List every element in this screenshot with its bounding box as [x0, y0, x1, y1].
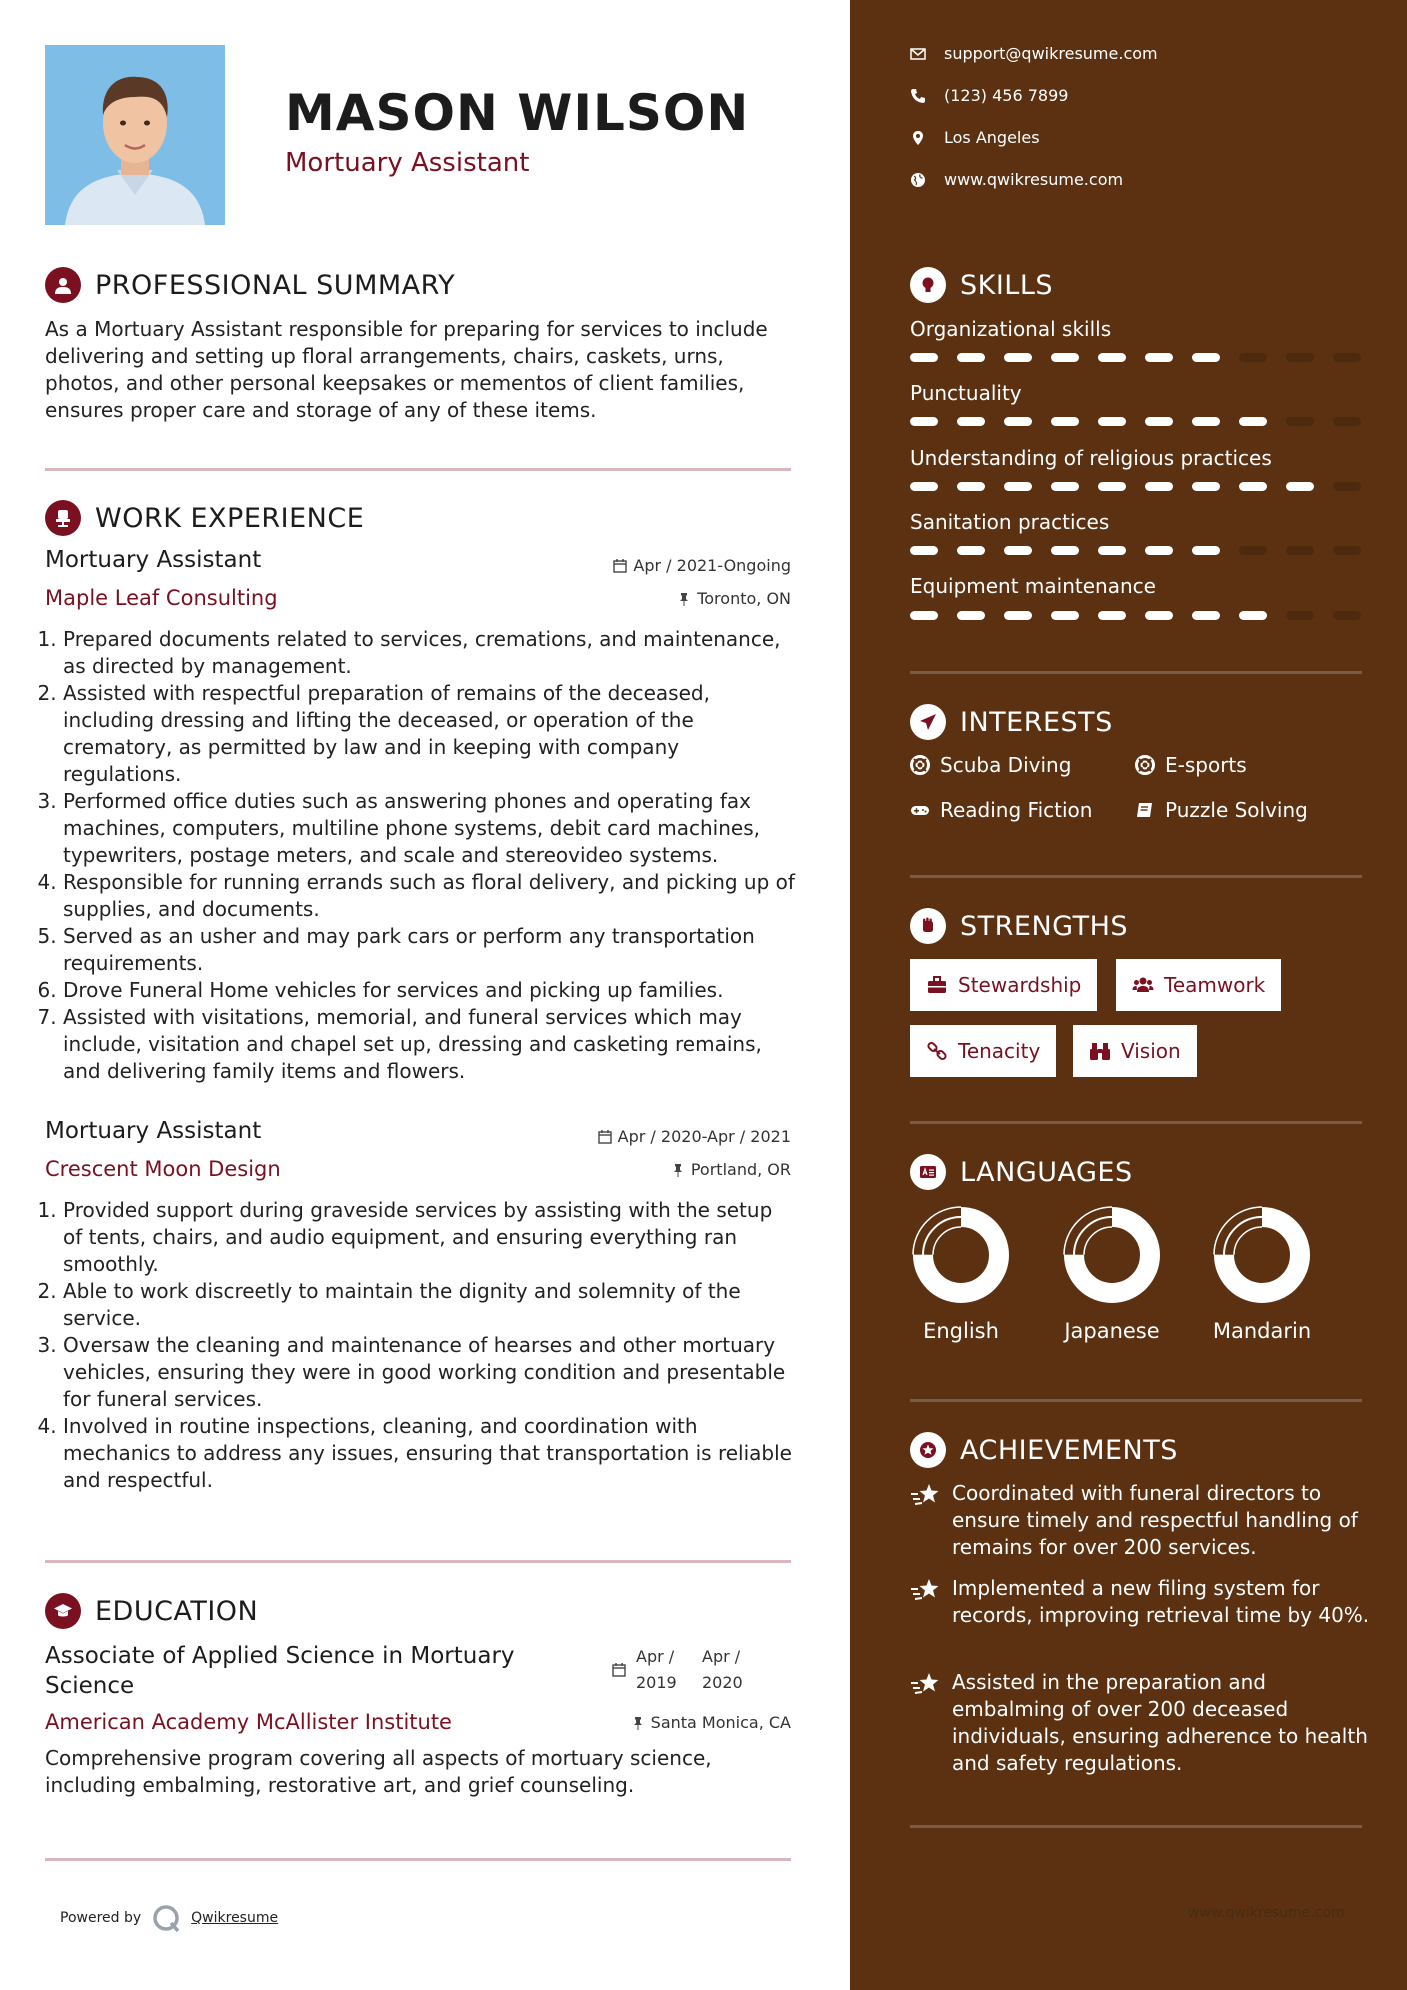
experience-heading: WORK EXPERIENCE — [45, 500, 364, 536]
skill-name: Understanding of religious practices — [910, 446, 1272, 470]
language-level-ring — [911, 1205, 1011, 1305]
qwikresume-link[interactable]: Qwikresume — [191, 1910, 279, 1926]
skill-level-bar — [910, 546, 1361, 555]
job-dates: Apr / 2021-Ongoing — [613, 556, 791, 575]
candidate-title: Mortuary Assistant — [285, 148, 530, 178]
achievements-heading: ACHIEVEMENTS — [910, 1432, 1178, 1468]
divider — [45, 468, 791, 471]
skill-dash — [1098, 417, 1126, 426]
skill-dash — [1286, 546, 1314, 555]
skill-dash — [1286, 611, 1314, 620]
skill-dash — [1051, 611, 1079, 620]
skill-level-bar — [910, 353, 1361, 362]
sidebar — [850, 0, 1407, 1990]
strength-chip: Stewardship — [910, 959, 1097, 1011]
candidate-name: MASON WILSON — [285, 84, 750, 142]
life-ring-icon — [1135, 755, 1155, 775]
job-role: Mortuary Assistant — [45, 547, 262, 573]
skill-dash — [1004, 611, 1032, 620]
strength-chip: Vision — [1073, 1025, 1197, 1077]
contact-email: support@qwikresume.com — [910, 44, 1158, 63]
skill-dash — [1333, 611, 1361, 620]
skill-dash — [1051, 353, 1079, 362]
life-ring-icon — [910, 755, 930, 775]
job-role: Mortuary Assistant — [45, 1118, 262, 1144]
skill-dash — [1333, 417, 1361, 426]
gamepad-icon — [910, 800, 930, 820]
education-location: Santa Monica, CA — [631, 1713, 791, 1732]
skill-dash — [1004, 482, 1032, 491]
skill-dash — [1286, 417, 1314, 426]
skill-dash — [1145, 546, 1173, 555]
users-icon — [1132, 974, 1154, 996]
language-level-ring — [1212, 1205, 1312, 1305]
graduation-cap-icon — [45, 1593, 81, 1629]
skill-dash — [1098, 546, 1126, 555]
job-duties — [45, 1197, 795, 1494]
skill-dash — [957, 417, 985, 426]
job-company: Maple Leaf Consulting — [45, 586, 278, 610]
list-item: 5. Served as an usher and may park cars or perform any transportation requirements. — [63, 923, 795, 977]
skill-dash — [1098, 353, 1126, 362]
school: American Academy McAllister Institute — [45, 1710, 452, 1734]
skill-dash — [910, 417, 938, 426]
skill-dash — [1004, 417, 1032, 426]
skill-dash — [910, 546, 938, 555]
skill-dash — [957, 546, 985, 555]
footer-url: www.qwikresume.com — [1188, 1905, 1345, 1921]
skill-level-bar — [910, 482, 1361, 491]
list-item: 2. Able to work discreetly to maintain the dignity and solemnity of the service. — [63, 1278, 795, 1332]
skill-dash — [1333, 353, 1361, 362]
skill-dash — [1239, 546, 1267, 555]
list-item: 3. Performed office duties such as answering phones and operating fax machines, computers, multiline phone systems, debit card machines, typewriters, postage meters, and scale and stereovideo systems. — [63, 788, 795, 869]
achievement-item: Implemented a new filing system for records, improving retrieval time by 40%. — [910, 1575, 1370, 1629]
skill-dash — [1239, 611, 1267, 620]
list-item: 2. Assisted with respectful preparation of remains of the deceased, including dressing and lifting the deceased, or operation of the crematory, as permitted by law and in keeping with company regulations. — [63, 680, 795, 788]
job-dates: Apr / 2020-Apr / 2021 — [598, 1127, 791, 1146]
contact-phone: (123) 456 7899 — [910, 86, 1068, 105]
pin-icon — [671, 1163, 685, 1177]
skill-dash — [1286, 482, 1314, 491]
paper-plane-icon — [910, 704, 946, 740]
phone-icon — [910, 88, 926, 104]
fist-icon — [910, 908, 946, 944]
link-icon — [926, 1040, 948, 1062]
divider — [45, 1560, 791, 1563]
interest-item: Reading Fiction — [910, 798, 1092, 822]
calendar-icon — [613, 559, 627, 573]
book-icon — [1135, 800, 1155, 820]
skill-dash — [1051, 546, 1079, 555]
divider — [45, 1858, 791, 1861]
chair-icon — [45, 500, 81, 536]
pin-icon — [677, 592, 691, 606]
skill-name: Organizational skills — [910, 317, 1112, 341]
skill-dash — [1051, 417, 1079, 426]
language-level-ring — [1062, 1205, 1162, 1305]
shooting-star-icon — [910, 1482, 940, 1508]
star-badge-icon — [910, 1432, 946, 1468]
education-heading: EDUCATION — [45, 1593, 258, 1629]
briefcase-icon — [926, 974, 948, 996]
shooting-star-icon — [910, 1577, 940, 1603]
job-location: Portland, OR — [671, 1160, 791, 1179]
strengths-heading: STRENGTHS — [910, 908, 1128, 944]
skill-dash — [1286, 353, 1314, 362]
job-company: Crescent Moon Design — [45, 1157, 281, 1181]
skill-dash — [1239, 482, 1267, 491]
language-item: Mandarin — [1197, 1205, 1327, 1343]
skill-name: Equipment maintenance — [910, 574, 1156, 598]
skill-dash — [1098, 611, 1126, 620]
list-item: 4. Responsible for running errands such as floral delivery, and picking up of supplies, and documents. — [63, 869, 795, 923]
skill-dash — [1145, 611, 1173, 620]
language-item: English — [896, 1205, 1026, 1343]
lightbulb-icon — [910, 267, 946, 303]
skill-dash — [1004, 353, 1032, 362]
skill-dash — [1239, 417, 1267, 426]
list-item: 3. Oversaw the cleaning and maintenance of hearses and other mortuary vehicles, ensuring they were in good working condition and presentable for funeral services. — [63, 1332, 795, 1413]
skill-dash — [1145, 417, 1173, 426]
skill-dash — [1004, 546, 1032, 555]
skill-dash — [1192, 353, 1220, 362]
binoculars-icon — [1089, 1040, 1111, 1062]
skill-dash — [1098, 482, 1126, 491]
interests-heading: INTERESTS — [910, 704, 1113, 740]
skill-dash — [1239, 353, 1267, 362]
skill-dash — [1192, 546, 1220, 555]
skill-dash — [957, 353, 985, 362]
divider — [910, 1825, 1362, 1828]
skill-level-bar — [910, 417, 1361, 426]
divider — [910, 1121, 1362, 1124]
achievement-item: Coordinated with funeral directors to ensure timely and respectful handling of remains for over 200 services. — [910, 1480, 1370, 1561]
list-item: 1. Provided support during graveside services by assisting with the setup of tents, chairs, and audio equipment, and ensuring everything ran smoothly. — [63, 1197, 795, 1278]
envelope-icon — [910, 46, 926, 62]
education-dates: Apr / 2019 Apr / 2020 — [612, 1644, 758, 1696]
job-duties — [45, 626, 795, 1085]
strength-chip: Tenacity — [910, 1025, 1056, 1077]
skill-dash — [957, 611, 985, 620]
skill-dash — [910, 353, 938, 362]
powered-by: Powered by Qwikresume — [60, 1903, 278, 1933]
pin-icon — [631, 1716, 645, 1730]
skill-dash — [1333, 482, 1361, 491]
language-item: Japanese — [1047, 1205, 1177, 1343]
skill-name: Punctuality — [910, 381, 1022, 405]
qwikresume-logo-icon — [151, 1903, 181, 1933]
skill-dash — [1145, 353, 1173, 362]
divider — [910, 875, 1362, 878]
skill-dash — [1192, 482, 1220, 491]
interest-item: Puzzle Solving — [1135, 798, 1308, 822]
skill-dash — [1333, 546, 1361, 555]
map-marker-icon — [910, 130, 926, 146]
job-location: Toronto, ON — [677, 589, 791, 608]
profile-photo — [45, 45, 225, 225]
divider — [910, 1399, 1362, 1402]
interest-item: E-sports — [1135, 753, 1247, 777]
education-description: Comprehensive program covering all aspects of mortuary science, including embalming, restorative art, and grief counseling. — [45, 1746, 712, 1797]
skill-dash — [957, 482, 985, 491]
skill-dash — [1145, 482, 1173, 491]
language-icon — [910, 1154, 946, 1190]
user-icon — [45, 267, 81, 303]
summary-text: As a Mortuary Assistant responsible for preparing for services to include delivering and setting up floral arrangements, chairs, caskets, urns, photos, and other personal keepsakes or mementos of client families, ensures proper care and storage of any of these items. — [45, 317, 768, 422]
skill-dash — [1051, 482, 1079, 491]
divider — [910, 671, 1362, 674]
strength-chip: Teamwork — [1116, 959, 1281, 1011]
skill-dash — [910, 482, 938, 491]
shooting-star-icon — [910, 1671, 940, 1697]
skill-level-bar — [910, 611, 1361, 620]
calendar-icon — [598, 1130, 612, 1144]
skills-heading: SKILLS — [910, 267, 1053, 303]
contact-website: www.qwikresume.com — [910, 170, 1123, 189]
skill-dash — [910, 611, 938, 620]
degree: Associate of Applied Science in Mortuary Science — [45, 1643, 515, 1699]
languages-heading: LANGUAGES — [910, 1154, 1133, 1190]
globe-icon — [910, 172, 926, 188]
skill-name: Sanitation practices — [910, 510, 1110, 534]
interest-item: Scuba Diving — [910, 753, 1071, 777]
summary-heading: PROFESSIONAL SUMMARY — [45, 267, 455, 303]
list-item: 1. Prepared documents related to services, cremations, and maintenance, as directed by management. — [63, 626, 795, 680]
skill-dash — [1192, 611, 1220, 620]
list-item: 7. Assisted with visitations, memorial, and funeral services which may include, visitation and chapel set up, dressing and casketing remains, and delivering family items and flowers. — [63, 1004, 795, 1085]
calendar-icon — [612, 1663, 626, 1677]
list-item: 4. Involved in routine inspections, cleaning, and coordination with mechanics to address any issues, ensuring that transportation is reliable and respectful. — [63, 1413, 795, 1494]
list-item: 6. Drove Funeral Home vehicles for services and picking up families. — [63, 977, 795, 1004]
contact-location: Los Angeles — [910, 128, 1040, 147]
skill-dash — [1192, 417, 1220, 426]
achievement-item: Assisted in the preparation and embalming of over 200 deceased individuals, ensuring adherence to health and safety regulations. — [910, 1669, 1370, 1777]
